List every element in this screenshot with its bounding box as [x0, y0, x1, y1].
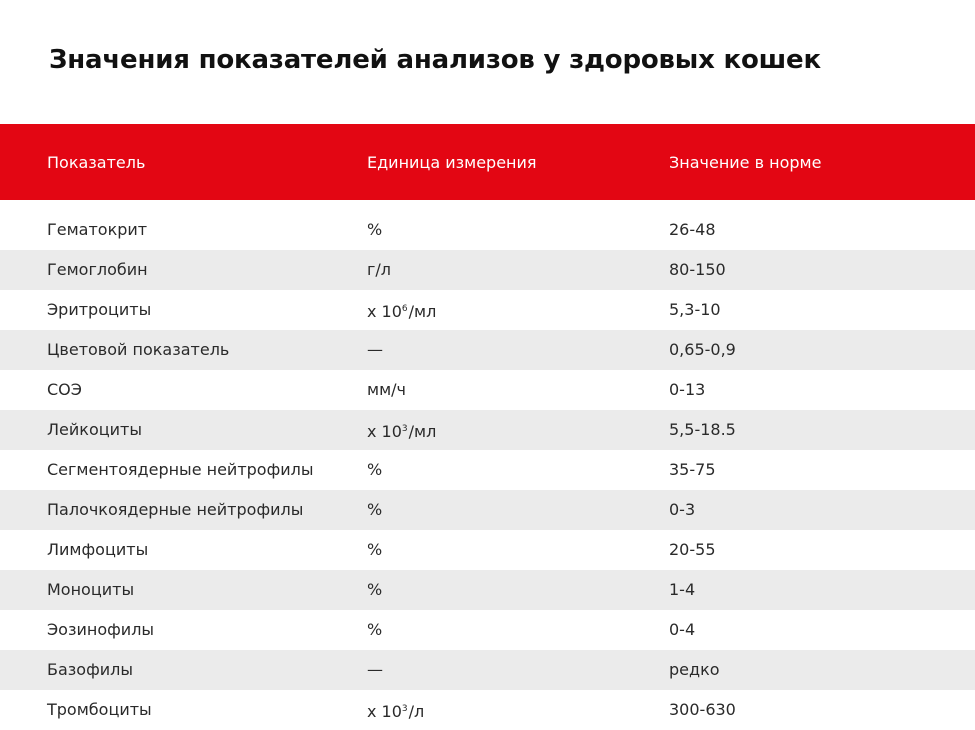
table-row — [0, 290, 975, 330]
row-unit — [367, 419, 436, 442]
row-unit: % — [367, 620, 383, 639]
row-unit — [367, 299, 436, 322]
row-unit: % — [367, 500, 383, 519]
row-value: 5,3-10 — [669, 300, 721, 319]
row-value: 26-48 — [669, 220, 716, 239]
row-value: 20-55 — [669, 540, 716, 559]
row-unit: % — [367, 460, 383, 479]
row-name: Гематокрит — [47, 220, 148, 239]
row-name: Сегментоядерные нейтрофилы — [47, 460, 314, 479]
unit-exponent: 3 — [401, 703, 408, 714]
row-value: 300-630 — [669, 700, 736, 719]
row-name: Лейкоциты — [47, 420, 142, 439]
row-unit: % — [367, 220, 383, 239]
row-unit: — — [367, 660, 383, 679]
row-name: Моноциты — [47, 580, 135, 599]
row-name: Лимфоциты — [47, 540, 149, 559]
table-row — [0, 610, 975, 650]
unit-exponent: 3 — [401, 423, 408, 434]
unit-base: х 10 — [367, 421, 402, 441]
row-value: 0-3 — [669, 500, 696, 519]
table-row — [0, 570, 975, 610]
table-row — [0, 690, 975, 730]
row-unit: % — [367, 580, 383, 599]
row-name: Палочкоядерные нейтрофилы — [47, 500, 304, 519]
row-value: 0,65-0,9 — [669, 340, 736, 359]
table-row — [0, 650, 975, 690]
table-row — [0, 490, 975, 530]
row-name: Тромбоциты — [47, 700, 152, 719]
table-row — [0, 370, 975, 410]
unit-base: х 10 — [367, 301, 402, 321]
header-norm: Значение в норме — [669, 152, 822, 172]
row-value: 0-13 — [669, 380, 706, 399]
table-row — [0, 530, 975, 570]
row-value: редко — [669, 660, 720, 679]
table-row — [0, 200, 975, 250]
row-name: Базофилы — [47, 660, 134, 679]
row-unit: — — [367, 340, 383, 359]
unit-tail: /мл — [408, 301, 437, 321]
unit-tail: /л — [408, 701, 425, 721]
row-value: 80-150 — [669, 260, 726, 279]
row-value: 1-4 — [669, 580, 696, 599]
table-header — [0, 124, 975, 200]
unit-tail: /мл — [408, 421, 437, 441]
row-unit: % — [367, 540, 383, 559]
header-indicator: Показатель — [47, 152, 146, 172]
norms-table — [0, 124, 975, 730]
row-name: Эозинофилы — [47, 620, 155, 639]
row-name: Эритроциты — [47, 300, 152, 319]
row-value: 5,5-18.5 — [669, 420, 736, 439]
page-title: Значения показателей анализов у здоровых кошек — [49, 45, 821, 75]
row-unit: мм/ч — [367, 380, 406, 399]
row-unit: г/л — [367, 260, 392, 279]
row-name: СОЭ — [47, 380, 82, 399]
row-unit — [367, 699, 424, 722]
unit-base: х 10 — [367, 701, 402, 721]
row-name: Гемоглобин — [47, 260, 148, 279]
table-row — [0, 450, 975, 490]
table-row — [0, 330, 975, 370]
header-unit: Единица измерения — [367, 152, 537, 172]
row-name: Цветовой показатель — [47, 340, 230, 359]
table-row — [0, 250, 975, 290]
row-value: 35-75 — [669, 460, 716, 479]
row-value: 0-4 — [669, 620, 696, 639]
table-row — [0, 410, 975, 450]
unit-exponent: 6 — [401, 303, 408, 314]
